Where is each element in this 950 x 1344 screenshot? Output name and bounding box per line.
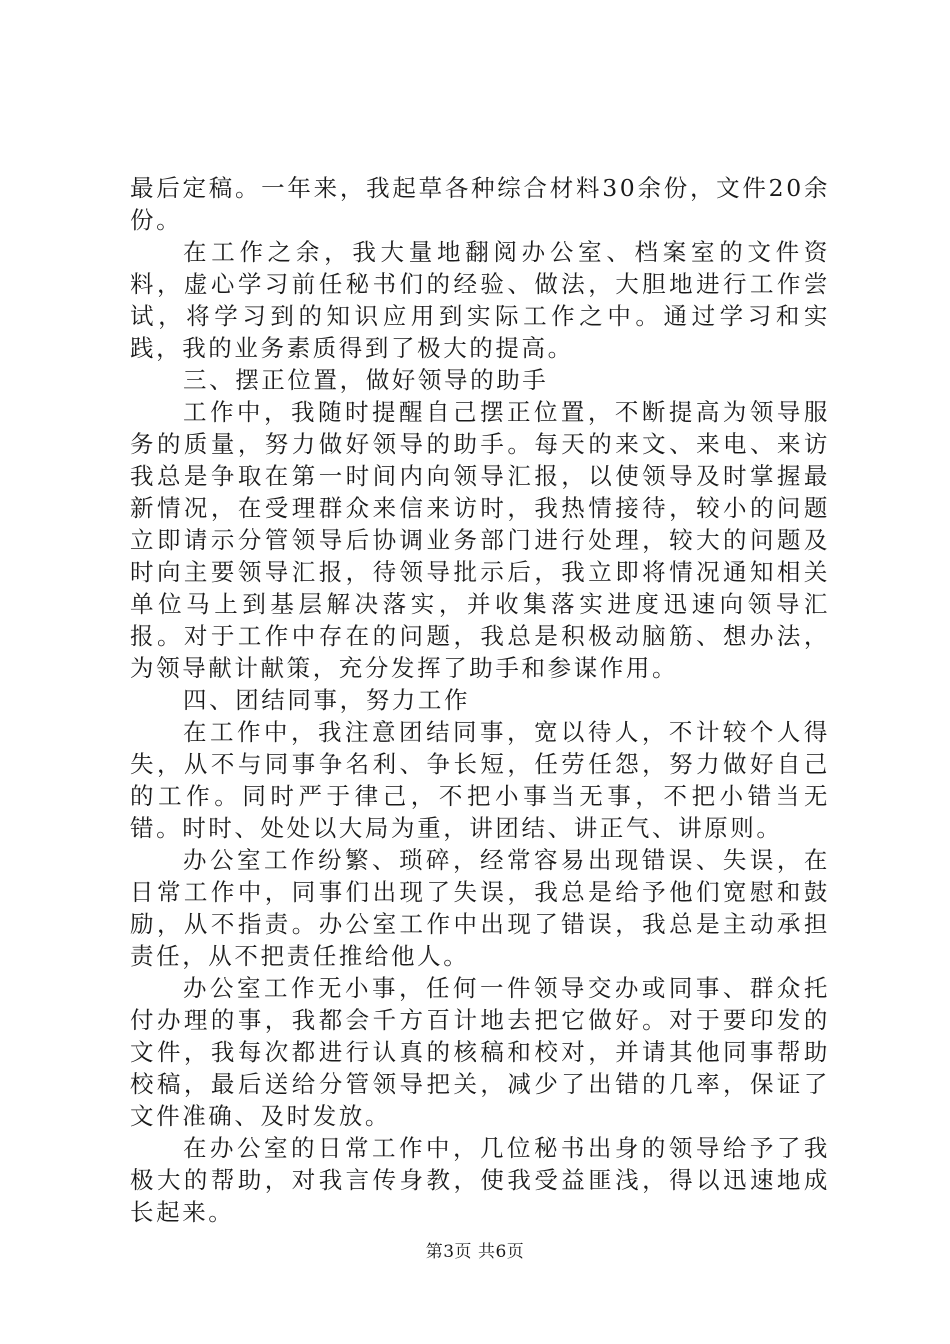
page-number-footer: 第3页 共6页 <box>425 1242 525 1262</box>
paragraph: 在办公室的日常工作中，几位秘书出身的领导给予了我极大的帮助，对我言传身教，使我受益匪浅，得以迅速地成长起来。 <box>130 1134 830 1226</box>
paragraph-continuation: 最后定稿。一年来，我起草各种综合材料30余份，文件20余份。 <box>130 174 830 234</box>
section-heading: 三、摆正位置，做好领导的助手 <box>183 366 549 394</box>
paragraph: 在工作之余，我大量地翻阅办公室、档案室的文件资料，虚心学习前任秘书们的经验、做法，大胆地进行工作尝试，将学习到的知识应用到实际工作之中。通过学习和实践，我的业务素质得到了极大的提高。 <box>130 238 830 362</box>
paragraph: 工作中，我随时提醒自己摆正位置，不断提高为领导服务的质量，努力做好领导的助手。每天的来文、来电、来访我总是争取在第一时间内向领导汇报，以使领导及时掌握最新情况，在受理群众来信来访时，我热情接待，较小的问题立即请示分管领导后协调业务部门进行处理，较大的问题及时向主要领导汇报，待领导批示后，我立即将情况通知相关单位马上到基层解决落实，并收集落实进度迅速向领导汇报。对于工作中存在的问题，我总是积极动脑筋、想办法，为领导献计献策，充分发挥了助手和参谋作用。 <box>130 398 830 682</box>
document-body <box>130 172 830 1228</box>
paragraph: 办公室工作无小事，任何一件领导交办或同事、群众托付办理的事，我都会千方百计地去把它做好。对于要印发的文件，我每次都进行认真的核稿和校对，并请其他同事帮助校稿，最后送给分管领导把关，减少了出错的几率，保证了文件准确、及时发放。 <box>130 974 830 1130</box>
paragraph: 办公室工作纷繁、琐碎，经常容易出现错误、失误，在日常工作中，同事们出现了失误，我总是给予他们宽慰和鼓励，从不指责。办公室工作中出现了错误，我总是主动承担责任，从不把责任推给他人。 <box>130 846 830 970</box>
section-heading: 四、团结同事，努力工作 <box>183 686 471 714</box>
paragraph: 在工作中，我注意团结同事，宽以待人，不计较个人得失，从不与同事争名利、争长短，任劳任怨，努力做好自己的工作。同时严于律己，不把小事当无事，不把小错当无错。时时、处处以大局为重，讲团结、讲正气、讲原则。 <box>130 718 830 842</box>
